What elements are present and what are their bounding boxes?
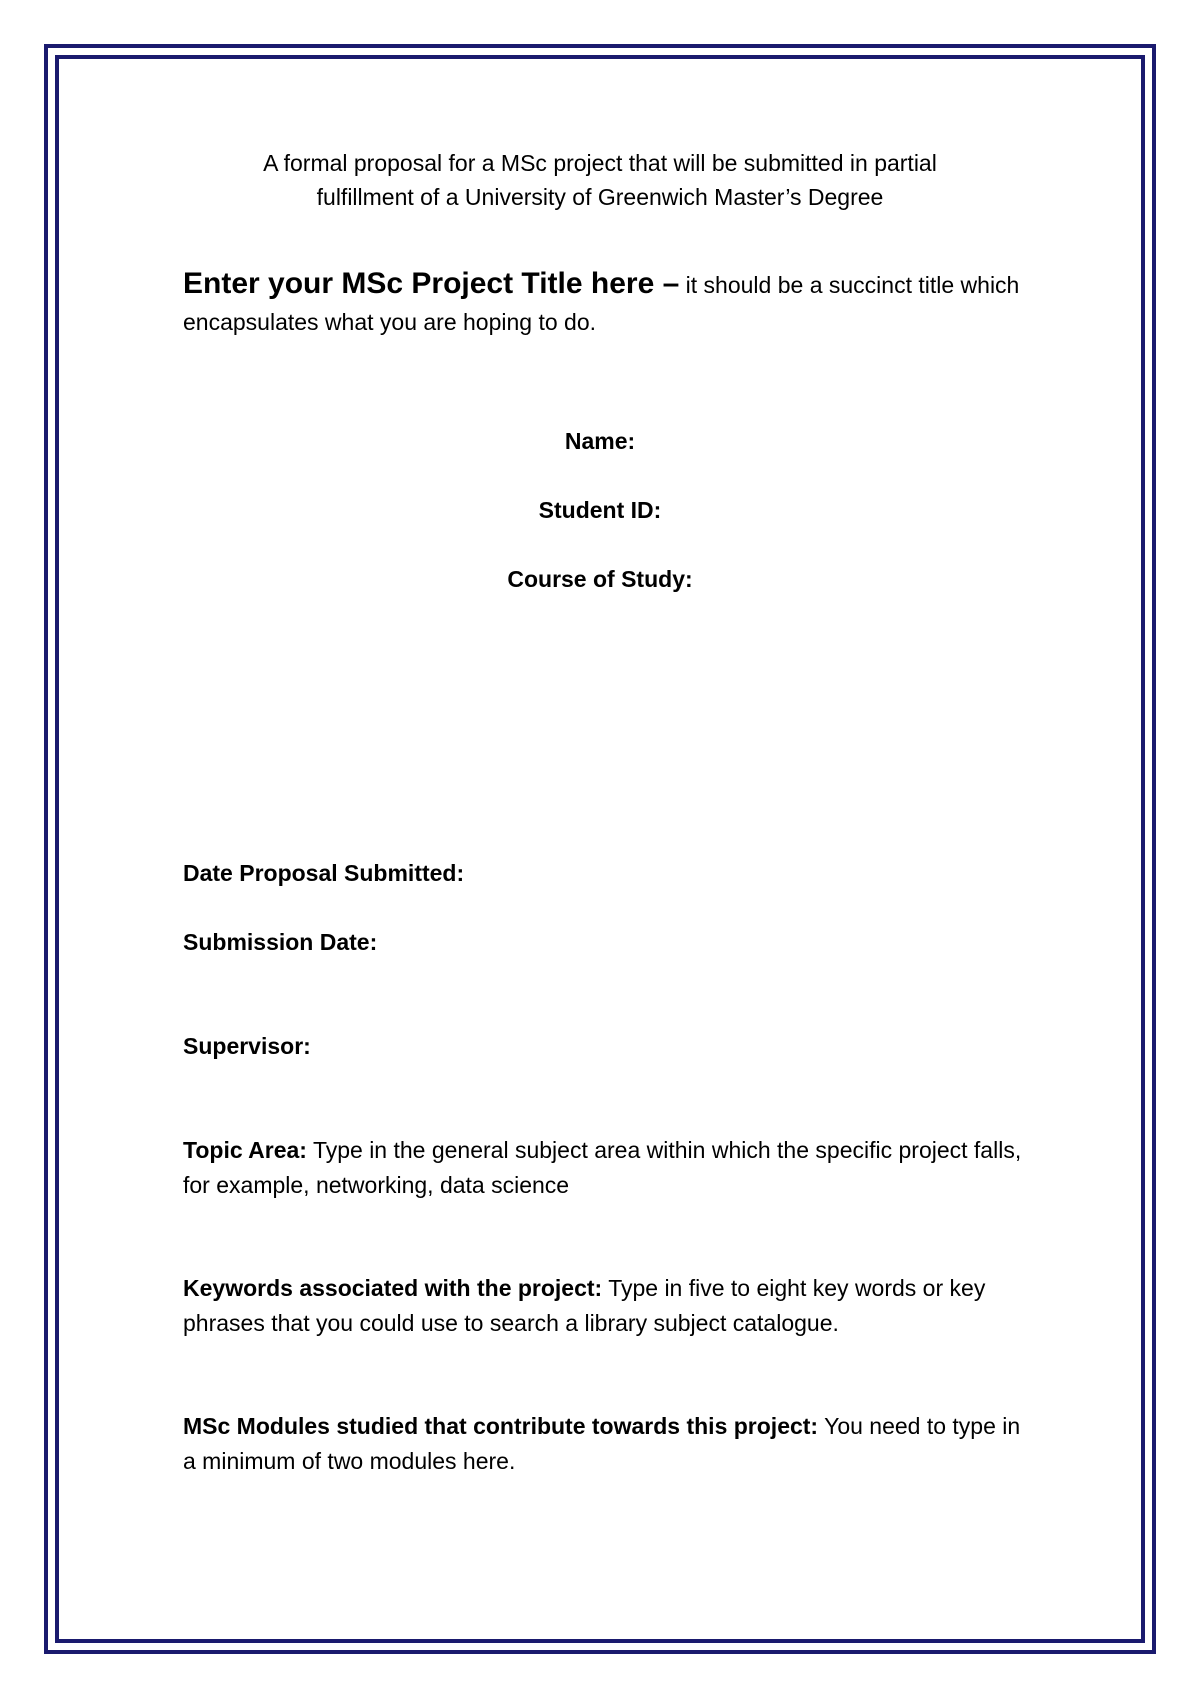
topic-area-label: Topic Area: <box>183 1137 307 1163</box>
intro-text <box>200 146 1000 214</box>
name-label: Name: <box>564 428 636 454</box>
topic-area-field <box>183 1133 1033 1203</box>
student-id-label: Student ID: <box>538 497 662 523</box>
keywords-field <box>183 1271 1033 1341</box>
project-title-block <box>183 265 1023 341</box>
project-title-instruction: it should be a succinct title which encapsulates what you are hoping to do. <box>183 272 1020 335</box>
supervisor-field <box>183 1029 1033 1064</box>
keywords-label: Keywords associated with the project: <box>183 1275 603 1301</box>
intro-line-2: fulfillment of a University of Greenwich Master’s Degree <box>316 184 884 210</box>
submission-date-label: Submission Date: <box>183 929 378 955</box>
msc-modules-field <box>183 1409 1033 1479</box>
date-proposal-submitted-label: Date Proposal Submitted: <box>183 860 465 886</box>
keywords-instruction: Type in five to eight key words or key phrases that you could use to search a library subject catalogue. <box>183 1275 986 1336</box>
supervisor-label: Supervisor: <box>183 1033 311 1059</box>
topic-area-instruction: Type in the general subject area within which the specific project falls, for example, networking, data science <box>183 1137 1022 1198</box>
intro-line-1: A formal proposal for a MSc project that will be submitted in partial <box>263 150 937 176</box>
course-of-study-label: Course of Study: <box>507 566 693 592</box>
project-title-placeholder: Enter your MSc Project Title here – <box>183 267 680 300</box>
submission-date-field <box>183 925 1033 960</box>
msc-modules-instruction: You need to type in a minimum of two modules here. <box>183 1413 1021 1474</box>
msc-modules-label: MSc Modules studied that contribute towards this project: <box>183 1413 819 1439</box>
date-proposal-submitted-field <box>183 856 1033 891</box>
